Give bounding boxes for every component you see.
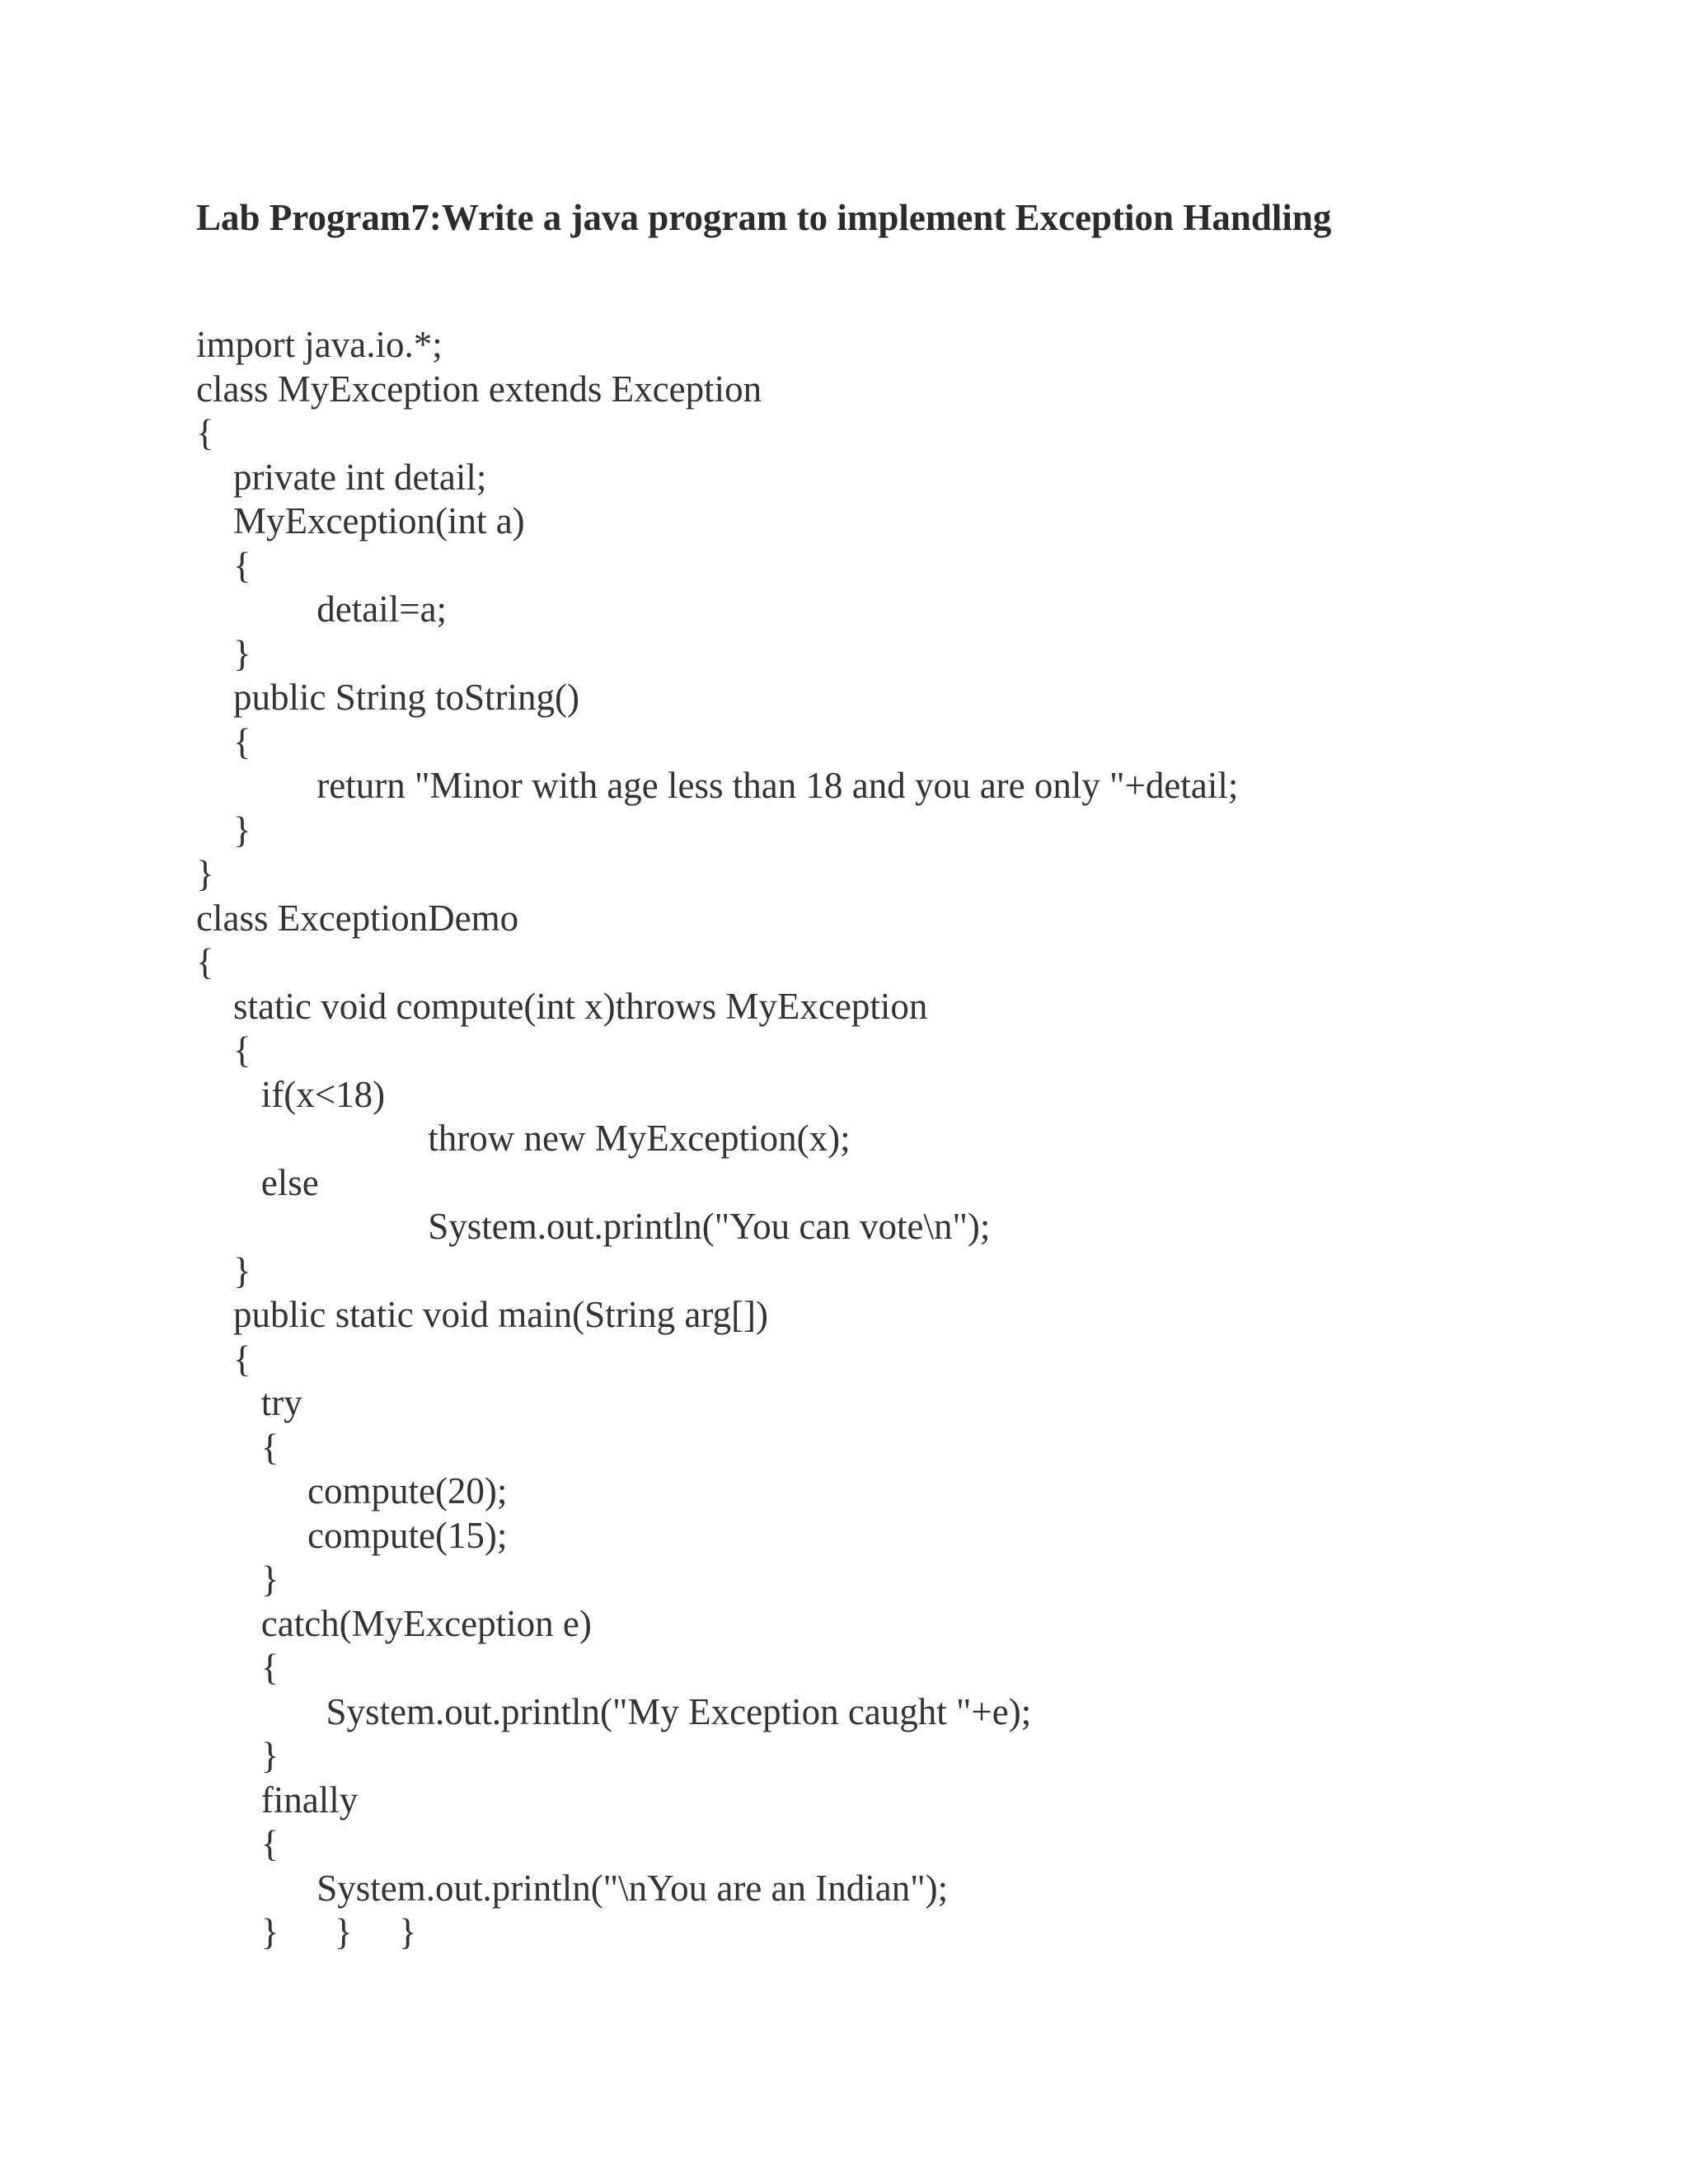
code-line: if(x<18) — [196, 1073, 386, 1115]
code-line: System.out.println("My Exception caught "+e); — [196, 1690, 1032, 1732]
code-line: System.out.println("You can vote\n"); — [196, 1206, 991, 1247]
code-listing — [196, 323, 1238, 1955]
code-line: class ExceptionDemo — [196, 897, 519, 939]
code-line: else — [196, 1161, 319, 1203]
code-line: detail=a; — [196, 588, 448, 630]
code-line: } } } — [196, 1911, 417, 1952]
code-line: public String toString() — [196, 677, 579, 718]
page-title: Lab Program7:Write a java program to implement Exception Handling — [196, 197, 1332, 238]
code-line: } — [196, 1735, 279, 1776]
code-line: throw new MyException(x); — [196, 1118, 851, 1159]
code-line: { — [196, 720, 251, 762]
code-line: compute(20); — [196, 1470, 508, 1511]
code-line: System.out.println("\nYou are an Indian"); — [196, 1867, 949, 1909]
code-line: } — [196, 1249, 251, 1291]
code-line: { — [196, 1823, 279, 1864]
code-line: { — [196, 1647, 279, 1688]
code-line: } — [196, 632, 251, 674]
code-line: try — [196, 1382, 302, 1423]
code-line: { — [196, 1426, 279, 1468]
code-line: MyException(int a) — [196, 500, 525, 541]
code-line: public static void main(String arg[]) — [196, 1294, 769, 1335]
code-line: compute(15); — [196, 1514, 508, 1556]
code-line: return "Minor with age less than 18 and you are only "+detail; — [196, 765, 1239, 806]
code-line: finally — [196, 1779, 359, 1821]
code-line: catch(MyException e) — [196, 1602, 592, 1644]
code-line: { — [196, 544, 251, 586]
code-line: class MyException extends Exception — [196, 368, 762, 410]
code-line: { — [196, 941, 214, 982]
code-line: } — [196, 1558, 279, 1600]
code-line: private int detail; — [196, 456, 487, 498]
code-line: { — [196, 412, 214, 453]
code-line: } — [196, 808, 251, 851]
code-line: static void compute(int x)throws MyException — [196, 985, 928, 1027]
code-line: { — [196, 1029, 251, 1071]
code-line: { — [196, 1338, 251, 1380]
code-line: import java.io.*; — [196, 324, 443, 365]
code-line: } — [196, 853, 214, 894]
